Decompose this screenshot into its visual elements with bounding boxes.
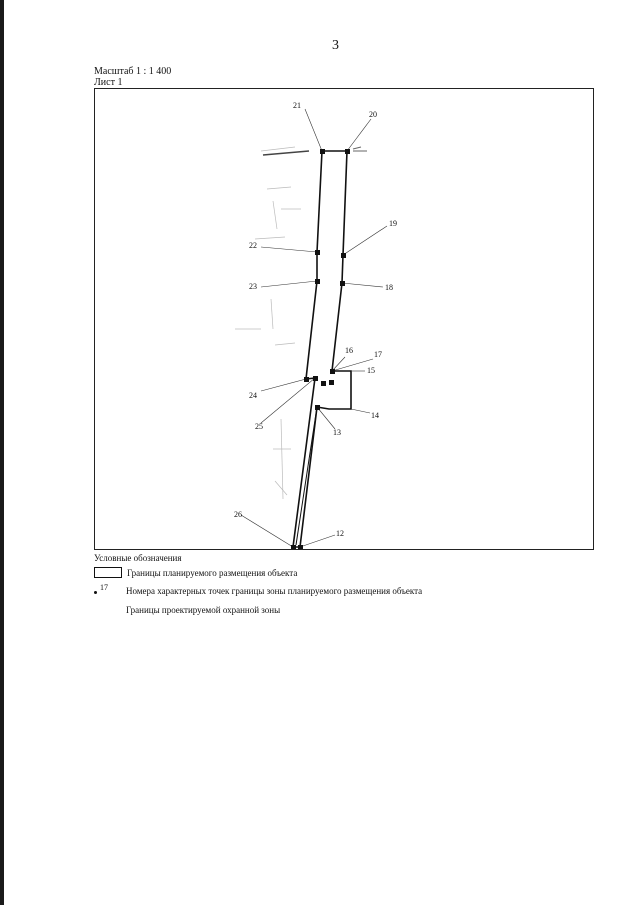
point-number-swatch	[94, 585, 122, 597]
road-mark	[263, 151, 309, 155]
scale-label: Масштаб 1 : 1 400	[94, 66, 172, 77]
point-label: 18	[385, 283, 393, 292]
point-dot-icon	[94, 591, 97, 594]
protection-zone-line	[296, 407, 317, 545]
point-label: 17	[374, 350, 382, 359]
legend-boundary-label: Границы планируемого размещения объекта	[127, 567, 298, 578]
point-label: 22	[249, 241, 257, 250]
point-label: 23	[249, 282, 257, 291]
sheet-label: Лист 1	[94, 77, 123, 88]
plan-drawing	[94, 88, 594, 550]
point-label: 21	[293, 101, 301, 110]
boundary-swatch	[94, 567, 122, 578]
legend-protection-zone-label: Границы проектируемой охранной зоны	[126, 605, 281, 615]
legend-boundary-row	[94, 567, 297, 578]
point-label: 20	[369, 110, 377, 119]
legend-protection-zone-row	[94, 605, 280, 615]
legend-points-label: Номера характерных точек границы зоны планируемого размещения объекта	[126, 586, 423, 596]
point-label: 12	[336, 529, 344, 538]
point-label: 25	[255, 422, 263, 431]
point-number-sample: 17	[100, 583, 108, 592]
background-survey-marks	[235, 147, 301, 499]
point-label: 16	[345, 346, 353, 355]
point-label: 19	[389, 219, 397, 228]
scan-edge	[0, 0, 4, 905]
side-mark	[353, 147, 367, 151]
point-label: 26	[234, 510, 242, 519]
page-number: 3	[332, 38, 339, 53]
legend-points-row	[94, 585, 422, 597]
point-label: 14	[371, 411, 379, 420]
object-boundary	[293, 151, 351, 547]
legend-title: Условные обозначения	[94, 553, 182, 563]
point-label: 15	[367, 366, 375, 375]
point-label: 13	[333, 428, 341, 437]
leader-lines	[241, 109, 387, 547]
point-label: 24	[249, 391, 257, 400]
